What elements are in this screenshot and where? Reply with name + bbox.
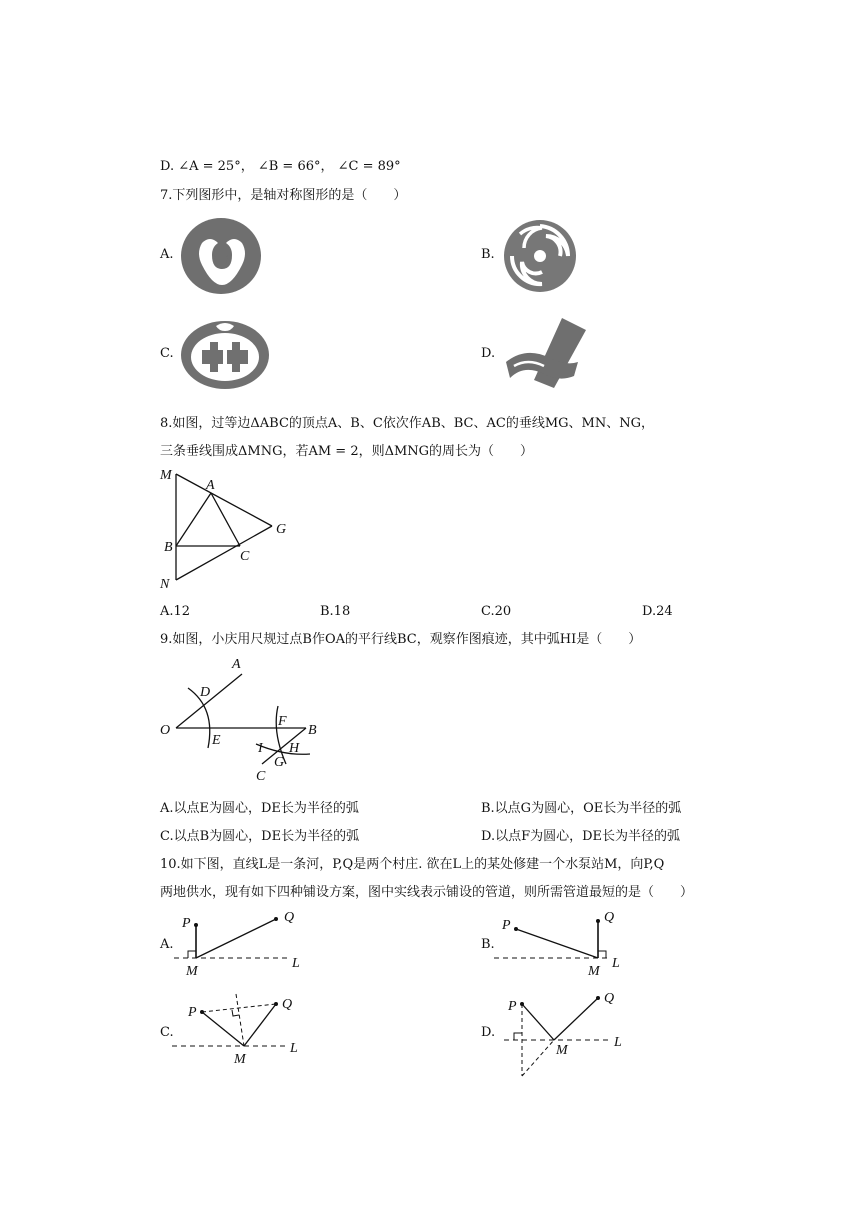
q10c-label-m: M [234, 1052, 246, 1067]
q8-triangle-figure [158, 462, 298, 592]
q10-option-a-label: A. [160, 937, 174, 952]
q9-label-e: E [212, 733, 221, 748]
q10-figure-a [174, 905, 314, 980]
q9-option-b: B.以点G为圆心，OE长为半径的弧 [481, 801, 682, 816]
q10a-label-q: Q [284, 910, 295, 925]
q10-option-c-label: C. [160, 1025, 174, 1040]
q10-figure-c [172, 990, 312, 1068]
q7-emblem-b-icon [500, 218, 580, 294]
q9-label-a: A [232, 657, 241, 672]
q8-option-d: D.24 [642, 604, 673, 619]
q9-label-g: G [274, 755, 285, 770]
q10d-label-l: L [614, 1035, 622, 1050]
q7-option-b-label: B. [481, 247, 495, 262]
q6-option-d: D. ∠A = 25°， ∠B = 66°， ∠C = 89° [160, 159, 401, 174]
q7-option-a-label: A. [160, 247, 174, 262]
q10-stem-line1: 10.如下图，直线L是一条河，P,Q是两个村庄. 欲在L上的某处修建一个水泵站M，向P,Q [160, 857, 665, 872]
q9-label-i: I [258, 741, 263, 756]
q9-label-d: D [200, 685, 211, 700]
q10-option-b-label: B. [481, 937, 495, 952]
q7-emblem-a-icon [180, 215, 262, 297]
q9-option-d: D.以点F为圆心，DE长为半径的弧 [481, 829, 681, 844]
q10-stem-line2: 两地供水，现有如下四种铺设方案，图中实线表示铺设的管道，则所需管道最短的是（ ） [160, 885, 694, 900]
q10-option-d-label: D. [481, 1025, 496, 1040]
q10a-label-l: L [292, 956, 300, 971]
q9-construction-figure [158, 652, 328, 782]
q8-stem-line1: 8.如图，过等边ΔABC的顶点A、B、C依次作AB、BC、AC的垂线MG、MN、NG， [160, 416, 654, 431]
q8-label-n: N [160, 577, 170, 592]
q10c-label-l: L [290, 1041, 298, 1056]
q8-label-g: G [276, 522, 287, 537]
q8-stem-line2: 三条垂线围成ΔMNG，若AM = 2，则ΔMNG的周长为（ ） [160, 444, 534, 459]
q7-option-d-label: D. [481, 346, 496, 361]
q10d-label-p: P [508, 999, 517, 1014]
q10d-label-m: M [556, 1043, 568, 1058]
q10d-label-q: Q [604, 991, 615, 1006]
q10c-label-p: P [188, 1005, 197, 1020]
q7-emblem-d-icon [500, 316, 590, 398]
q10a-label-p: P [182, 916, 191, 931]
q9-option-c: C.以点B为圆心，DE长为半径的弧 [160, 829, 360, 844]
q8-label-b: B [164, 540, 173, 555]
q10b-label-p: P [502, 918, 511, 933]
q10-figure-d [494, 990, 634, 1078]
q8-option-b: B.18 [320, 604, 351, 619]
q9-label-o: O [160, 723, 171, 738]
q10a-label-m: M [186, 964, 198, 979]
q10b-label-q: Q [604, 910, 615, 925]
q7-stem: 7.下列图形中，是轴对称图形的是（ ） [160, 188, 407, 203]
q9-stem: 9.如图，小庆用尺规过点B作OA的平行线BC，观察作图痕迹，其中弧HI是（ ） [160, 632, 642, 647]
q7-option-c-label: C. [160, 346, 174, 361]
q9-label-f: F [278, 714, 287, 729]
q9-option-a: A.以点E为圆心，DE长为半径的弧 [160, 801, 359, 816]
q9-label-c: C [256, 769, 266, 784]
q10b-label-l: L [612, 956, 620, 971]
q9-label-b: B [308, 723, 317, 738]
q10b-label-m: M [588, 964, 600, 979]
q7-emblem-c-icon [180, 320, 270, 390]
q8-label-c: C [240, 549, 250, 564]
q10c-label-q: Q [282, 997, 293, 1012]
q9-label-h: H [289, 741, 300, 756]
q8-option-c: C.20 [481, 604, 512, 619]
q8-label-m: M [160, 468, 172, 483]
q8-option-a: A.12 [160, 604, 191, 619]
q8-label-a: A [206, 478, 215, 493]
q10-figure-b [494, 905, 634, 980]
